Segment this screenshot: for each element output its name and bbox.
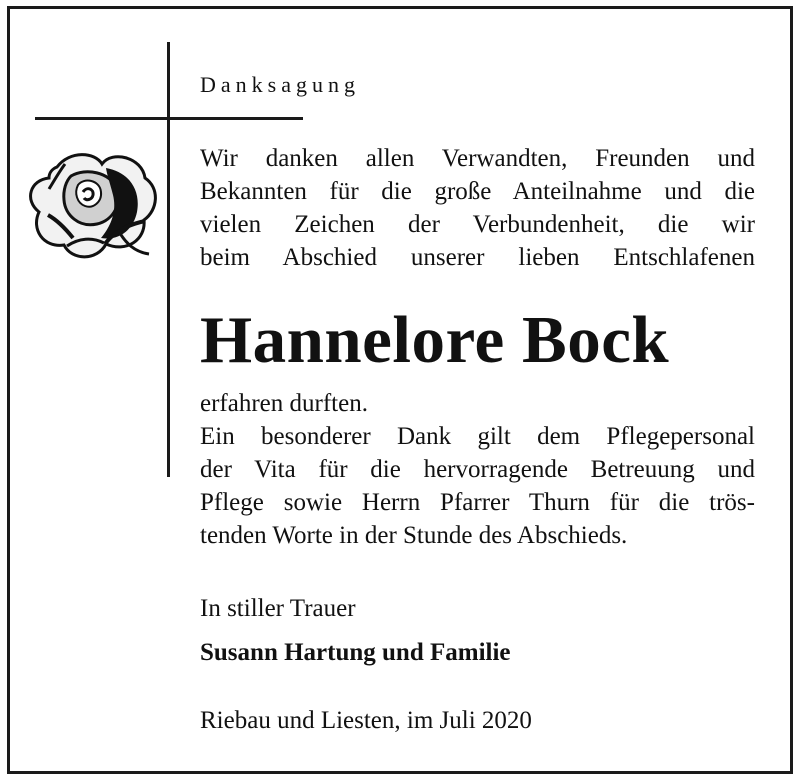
thank-you-intro: [200, 142, 755, 274]
cross-bar: [35, 117, 303, 120]
place-date: Riebau und Liesten, im Juli 2020: [200, 707, 532, 734]
body-line: der Vita für die hervorragende Betreuung und: [200, 456, 755, 483]
notice-heading: Danksagung: [200, 72, 360, 97]
body-line: tenden Worte in der Stunde des Abschieds.: [200, 522, 628, 549]
deceased-name: Hannelore Bock: [200, 303, 670, 377]
family-signature: Susann Hartung und Familie: [200, 639, 511, 666]
body-line: Ein besonderer Dank gilt dem Pflegepersonal: [200, 423, 755, 450]
intro-line: Bekannten für die große Anteilnahme und die: [200, 178, 755, 205]
body-line: Pflege sowie Herrn Pfarrer Thurn für die trös-: [200, 489, 755, 516]
mourning-line: In stiller Trauer: [200, 595, 356, 622]
rose-icon: [22, 142, 162, 270]
intro-line: beim Abschied unserer lieben Entschlafenen: [200, 244, 755, 271]
cross-icon: [167, 42, 170, 477]
thank-you-body: [200, 387, 755, 552]
intro-line: Wir danken allen Verwandten, Freunden und: [200, 145, 755, 172]
intro-line: vielen Zeichen der Verbundenheit, die wir: [200, 211, 755, 238]
body-line: erfahren durften.: [200, 390, 368, 417]
